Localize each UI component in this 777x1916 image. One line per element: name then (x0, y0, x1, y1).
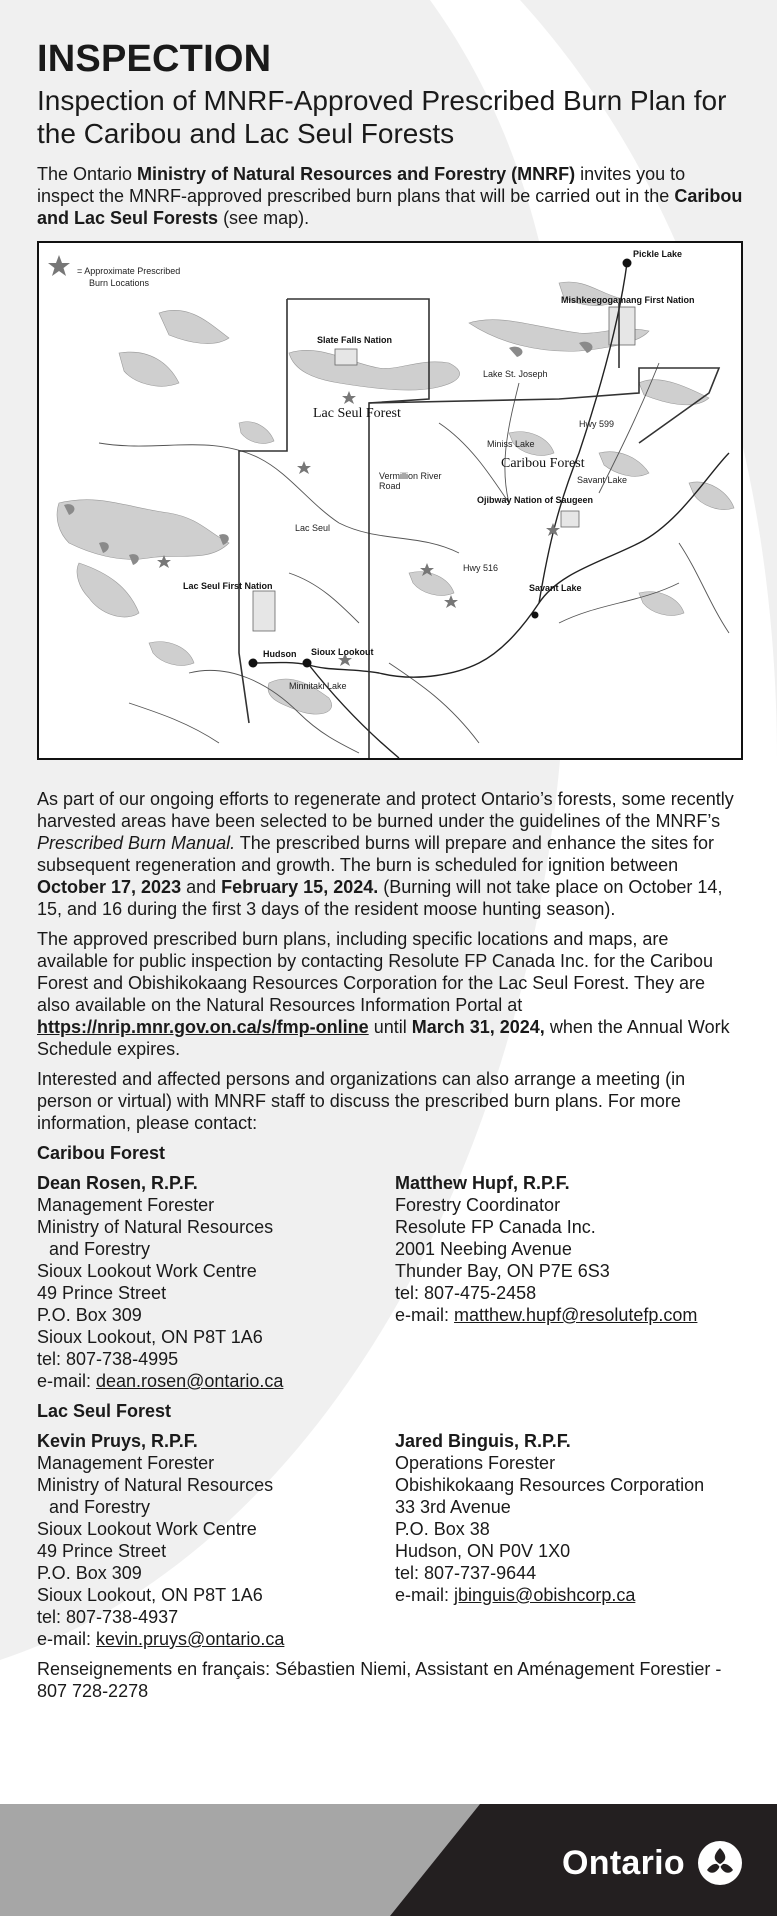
contact-dean-rosen: Dean Rosen, R.P.F. Management Forester Ministry of Natural Resources and Forestry Sioux Lookout Work Centre 49 Prince Street P.O. Box 309 Sioux Lookout, ON P8T 1A6 tel: 807-738-4995 e-mail: dean.rosen@ontario.ca (37, 1173, 284, 1391)
burn-location-map (37, 241, 743, 760)
map-label-lac-seul: Lac Seul (295, 523, 331, 533)
ontario-wordmark: Ontario (562, 1843, 685, 1882)
french-info-note: Renseignements en français: Sébastien Niemi, Assistant en Aménagement Forestier - 807 728-2278 (37, 1659, 722, 1701)
intro-paragraph: The Ontario Ministry of Natural Resources and Forestry (MNRF) invites you to inspect the MNRF-approved prescribed burn plans that will be carried out in the Caribou and Lac Seul Forests (see map). (37, 164, 743, 228)
map-label-hwy-599: Hwy 599 (579, 419, 615, 429)
contact-matthew-hupf: Matthew Hupf, R.P.F. Forestry Coordinator Resolute FP Canada Inc. 2001 Neebing Avenue Thunder Bay, ON P7E 6S3 tel: 807-475-2458 e-mail: matthew.hupf@resolutefp.com (395, 1173, 698, 1325)
email-matthew-hupf[interactable]: matthew.hupf@resolutefp.com (454, 1305, 698, 1325)
lakes (57, 282, 734, 714)
caribou-forest-heading: Caribou Forest (37, 1143, 166, 1163)
email-jared-binguis[interactable]: jbinguis@obishcorp.ca (454, 1585, 636, 1605)
caribou-contacts (37, 1172, 743, 1392)
trillium-icon (697, 1840, 743, 1886)
map-label-mishkeegogamang: Mishkeegogamang First Nation (561, 295, 695, 305)
map-label-savant-lake-1: Savant Lake (577, 475, 628, 485)
inspection-paragraph: The approved prescribed burn plans, including specific locations and maps, are available for public inspection by contacting Resolute FP Canada Inc. for the Caribou Forest and Obishikokaang Resources Corporation for the Lac Seul Forest. They are also available on the Natural Resources Information Portal at https://nrip.mnr.gov.on.ca/s/fmp-online until March 31, 2024, when the Annual Work Schedule expires. (37, 929, 730, 1059)
burn-schedule-paragraph: As part of our ongoing efforts to regenerate and protect Ontario’s forests, some recently harvested areas have been selected to be burned under the guidelines of the MNRF’s Prescribed Burn Manual. The prescribed burns will prepare and enhance the sites for subsequent regeneration and growth. The burn is scheduled for ignition between October 17, 2023 and February 15, 2024. (Burning will not take place on October 14, 15, and 16 during the first 3 days of the resident moose hunting season). (37, 789, 734, 919)
map-label-vermillion-2: Road (379, 481, 401, 491)
map-label-hudson: Hudson (263, 649, 297, 659)
contact-kevin-pruys: Kevin Pruys, R.P.F. Management Forester Ministry of Natural Resources and Forestry Sioux Lookout Work Centre 49 Prince Street P.O. Box 309 Sioux Lookout, ON P8T 1A6 tel: 807-738-4937 e-mail: kevin.pruys@ontario.ca (37, 1431, 285, 1649)
map-label-miniss-lake: Miniss Lake (487, 439, 535, 449)
page-title: Inspection of MNRF-Approved Prescribed Burn Plan for the Caribou and Lac Seul Forests (37, 85, 727, 149)
ontario-logo (562, 1840, 743, 1886)
map-label-sioux-lookout: Sioux Lookout (311, 647, 374, 657)
map-label-minnitaki: Minnitaki Lake (289, 681, 347, 691)
map-label-savant-lake-2: Savant Lake (529, 583, 582, 593)
contact-jared-binguis: Jared Binguis, R.P.F. Operations Forester Obishikokaang Resources Corporation 33 3rd Avenue P.O. Box 38 Hudson, ON P0V 1X0 tel: 807-737-9644 e-mail: jbinguis@obishcorp.ca (395, 1431, 705, 1605)
page-label: INSPECTION (37, 38, 272, 80)
map-label-pickle-lake: Pickle Lake (633, 249, 683, 259)
nrip-link[interactable]: https://nrip.mnr.gov.on.ca/s/fmp-online (37, 1017, 369, 1037)
contact-paragraph: Interested and affected persons and organizations can also arrange a meeting (in person or virtual) with MNRF staff to discuss the prescribed burn plans. For more information, please contact: (37, 1069, 686, 1133)
rivers (99, 363, 729, 753)
map-legend-line-2: Burn Locations (89, 278, 150, 288)
map-label-hwy-516: Hwy 516 (463, 563, 499, 573)
map-label-ojibway: Ojibway Nation of Saugeen (477, 495, 594, 505)
lac-seul-forest-heading: Lac Seul Forest (37, 1401, 172, 1421)
map-label-vermillion-1: Vermillion River (379, 471, 442, 481)
map-label-lac-seul-forest: Lac Seul Forest (313, 406, 401, 421)
map-label-slate-falls: Slate Falls Nation (317, 335, 393, 345)
email-dean-rosen[interactable]: dean.rosen@ontario.ca (96, 1371, 284, 1391)
map-label-lac-seul-fn: Lac Seul First Nation (183, 581, 273, 591)
email-kevin-pruys[interactable]: kevin.pruys@ontario.ca (96, 1629, 285, 1649)
map-label-lake-st-joseph: Lake St. Joseph (483, 369, 548, 379)
map-label-caribou-forest: Caribou Forest (501, 456, 585, 471)
map-legend-line-1: = Approximate Prescribed (77, 266, 181, 276)
lac-seul-contacts (37, 1430, 743, 1650)
